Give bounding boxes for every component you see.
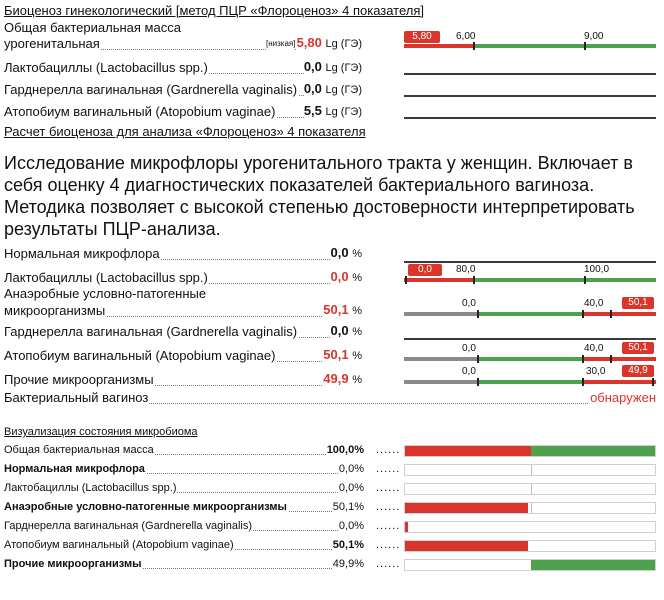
low-note: [низкая] xyxy=(266,34,295,52)
dot-separator: ...... xyxy=(376,539,401,551)
dot-separator: ...... xyxy=(376,520,401,532)
range-normal-segment xyxy=(474,278,656,282)
row-label: Гарднерелла вагинальная (Gardnerella vaginalis) xyxy=(4,82,298,97)
row-value: 5,5 Lg (ГЭ) xyxy=(303,103,362,118)
row-value: 50,1% xyxy=(332,539,364,551)
range-high-segment xyxy=(582,380,656,384)
row-label: Нормальная микрофлора xyxy=(4,246,160,261)
reference-scale-anaerobes xyxy=(404,296,656,320)
range-normal-segment xyxy=(478,380,582,384)
dot-separator: ...... xyxy=(376,482,401,494)
scale-tick xyxy=(652,378,654,386)
dot-separator: ...... xyxy=(376,444,401,456)
scale-tick xyxy=(477,378,479,386)
bar-normal-zone xyxy=(531,560,655,570)
bar-fill xyxy=(405,503,528,513)
visual-bar xyxy=(404,559,656,571)
scale-tick xyxy=(610,310,612,318)
bar-marker xyxy=(531,484,532,494)
result-row-other xyxy=(4,372,362,388)
range-below-segment xyxy=(404,380,478,384)
scale-tick xyxy=(473,276,475,284)
row-value: 49,9 % xyxy=(323,371,362,386)
scale-tick-label: 100,0 xyxy=(584,264,610,275)
row-value: 0,0 % xyxy=(330,323,362,338)
visual-bar xyxy=(404,445,656,457)
visual-row xyxy=(4,481,364,495)
value-badge: 50,1 xyxy=(622,342,654,354)
scale-tick xyxy=(582,378,584,386)
row-label: Лактобациллы (Lactobacillus spp.) xyxy=(4,482,177,494)
scale-line xyxy=(404,73,656,75)
dot-separator: ...... xyxy=(376,558,401,570)
row-label: Прочие микроорганизмы xyxy=(4,372,154,387)
scale-tick xyxy=(582,355,584,363)
row-value: 0,0% xyxy=(338,482,364,494)
visual-title[interactable]: Визуализация состояния микробиома xyxy=(4,426,198,438)
row-value: 100,0% xyxy=(326,444,364,456)
range-normal-segment xyxy=(474,44,656,48)
scale-tick-label: 0,0 xyxy=(462,298,476,309)
scale-tick xyxy=(610,355,612,363)
scale-tick xyxy=(584,42,586,50)
scale-tick xyxy=(405,276,407,284)
scale-tick-label: 6,00 xyxy=(456,31,476,42)
result-row-lactobacillus-pct xyxy=(4,270,362,286)
row-label: Лактобациллы (Lactobacillus spp.) xyxy=(4,60,208,75)
result-row-atopobium xyxy=(4,104,362,120)
result-row-gardnerella-pct xyxy=(4,324,362,340)
bar-normal-zone xyxy=(531,446,655,456)
calc-link[interactable]: Расчет биоценоза для анализа «Флороценоз» 4 показателя xyxy=(4,124,366,139)
reference-scale-total-mass xyxy=(404,30,656,54)
result-row-atopobium-pct xyxy=(4,348,362,364)
row-label: Нормальная микрофлора xyxy=(4,463,145,475)
bar-fill xyxy=(405,541,528,551)
row-value: 50,1 % xyxy=(323,347,362,362)
scale-tick xyxy=(473,42,475,50)
row-label: урогенитальная xyxy=(4,36,100,51)
bar-fill xyxy=(405,446,531,456)
row-label: Атопобиум вагинальный (Atopobium vaginae) xyxy=(4,348,276,363)
total-mass-label-line1: Общая бактериальная масса xyxy=(4,20,181,35)
scale-tick xyxy=(584,276,586,284)
scale-tick-label: 40,0 xyxy=(584,343,604,354)
range-low-segment xyxy=(404,278,474,282)
range-normal-segment xyxy=(478,312,582,316)
value-badge: 50,1 xyxy=(622,297,654,309)
result-row-lactobacillus xyxy=(4,60,362,76)
scale-tick xyxy=(477,355,479,363)
bar-marker xyxy=(531,503,532,513)
row-label: Гарднерелла вагинальная (Gardnerella vaginalis) xyxy=(4,520,253,532)
row-label: микроорганизмы xyxy=(4,303,106,318)
page-title[interactable]: Биоценоз гинекологический [метод ПЦР «Флороценоз» 4 показателя] xyxy=(4,3,425,18)
row-label: Бактериальный вагиноз xyxy=(4,390,149,405)
range-high-segment xyxy=(582,357,656,361)
row-label: Атопобиум вагинальный (Atopobium vaginae) xyxy=(4,104,276,119)
row-value: 50,1 % xyxy=(323,302,362,317)
range-below-segment xyxy=(404,357,478,361)
value-badge: 5,80 xyxy=(404,31,440,43)
row-value: обнаружен xyxy=(590,390,656,405)
visual-row xyxy=(4,462,364,476)
visual-row xyxy=(4,500,364,514)
row-value: 0,0 Lg (ГЭ) xyxy=(303,81,362,96)
row-label: Лактобациллы (Lactobacillus spp.) xyxy=(4,270,208,285)
result-row-total-mass xyxy=(4,36,362,52)
description: Исследование микрофлоры урогенитального тракта у женщин. Включает в себя оценку 4 диагностических показателей бактериального вагиноза. Методика позволяет с высокой степенью достоверности интерпретировать результаты ПЦР-анализа. xyxy=(4,153,635,239)
result-row-normal-flora xyxy=(4,246,362,262)
row-label: Гарднерелла вагинальная (Gardnerella vaginalis) xyxy=(4,324,298,339)
bar-fill xyxy=(405,522,408,532)
scale-line xyxy=(404,117,656,119)
scale-tick-label: 40,0 xyxy=(584,298,604,309)
visual-bar xyxy=(404,483,656,495)
reference-scale-atopobium xyxy=(404,341,656,365)
result-row-anaerobes xyxy=(4,303,362,319)
visual-row xyxy=(4,538,364,552)
row-label: Общая бактериальная масса xyxy=(4,444,154,456)
scale-tick-label: 30,0 xyxy=(586,366,606,377)
reference-scale-other xyxy=(404,364,656,388)
bar-marker xyxy=(531,465,532,475)
dot-separator: ...... xyxy=(376,463,401,475)
range-below-segment xyxy=(404,312,478,316)
scale-tick xyxy=(582,310,584,318)
result-row-vaginosis xyxy=(4,390,656,406)
row-value: 50,1% xyxy=(332,501,364,513)
scale-tick xyxy=(477,310,479,318)
scale-tick-label: 80,0 xyxy=(456,264,476,275)
scale-tick-label: 9,00 xyxy=(584,31,604,42)
result-row-gardnerella xyxy=(4,82,362,98)
row-value: 0,0 % xyxy=(330,269,362,284)
row-label: Прочие микроорганизмы xyxy=(4,558,142,570)
visual-row xyxy=(4,557,364,571)
row-label: Анаэробные условно-патогенные микроорганизмы xyxy=(4,501,287,513)
visual-bar xyxy=(404,540,656,552)
row-value: 0,0 % xyxy=(330,245,362,260)
row-value: 49,9% xyxy=(332,558,364,570)
value-badge: 0,0 xyxy=(408,264,442,276)
row-value: 0,0 Lg (ГЭ) xyxy=(303,59,362,74)
dot-separator: ...... xyxy=(376,501,401,513)
scale-line xyxy=(404,338,656,340)
reference-scale-lactobacillus xyxy=(404,262,656,286)
visual-bar xyxy=(404,521,656,533)
visual-row xyxy=(4,443,364,457)
visual-bar xyxy=(404,464,656,476)
scale-tick-label: 0,0 xyxy=(462,343,476,354)
row-value: 0,0% xyxy=(338,520,364,532)
row-label: Атопобиум вагинальный (Atopobium vaginae) xyxy=(4,539,234,551)
value-badge: 49,9 xyxy=(622,365,654,377)
visual-row xyxy=(4,519,364,533)
range-high-segment xyxy=(582,312,656,316)
range-normal-segment xyxy=(478,357,582,361)
scale-tick-label: 0,0 xyxy=(462,366,476,377)
row-value: 0,0% xyxy=(338,463,364,475)
row-value: 5,80 Lg (ГЭ) xyxy=(296,35,362,50)
scale-line xyxy=(404,95,656,97)
anaerobes-label-line1: Анаэробные условно-патогенные xyxy=(4,286,207,301)
range-low-segment xyxy=(404,44,474,48)
visual-bar xyxy=(404,502,656,514)
